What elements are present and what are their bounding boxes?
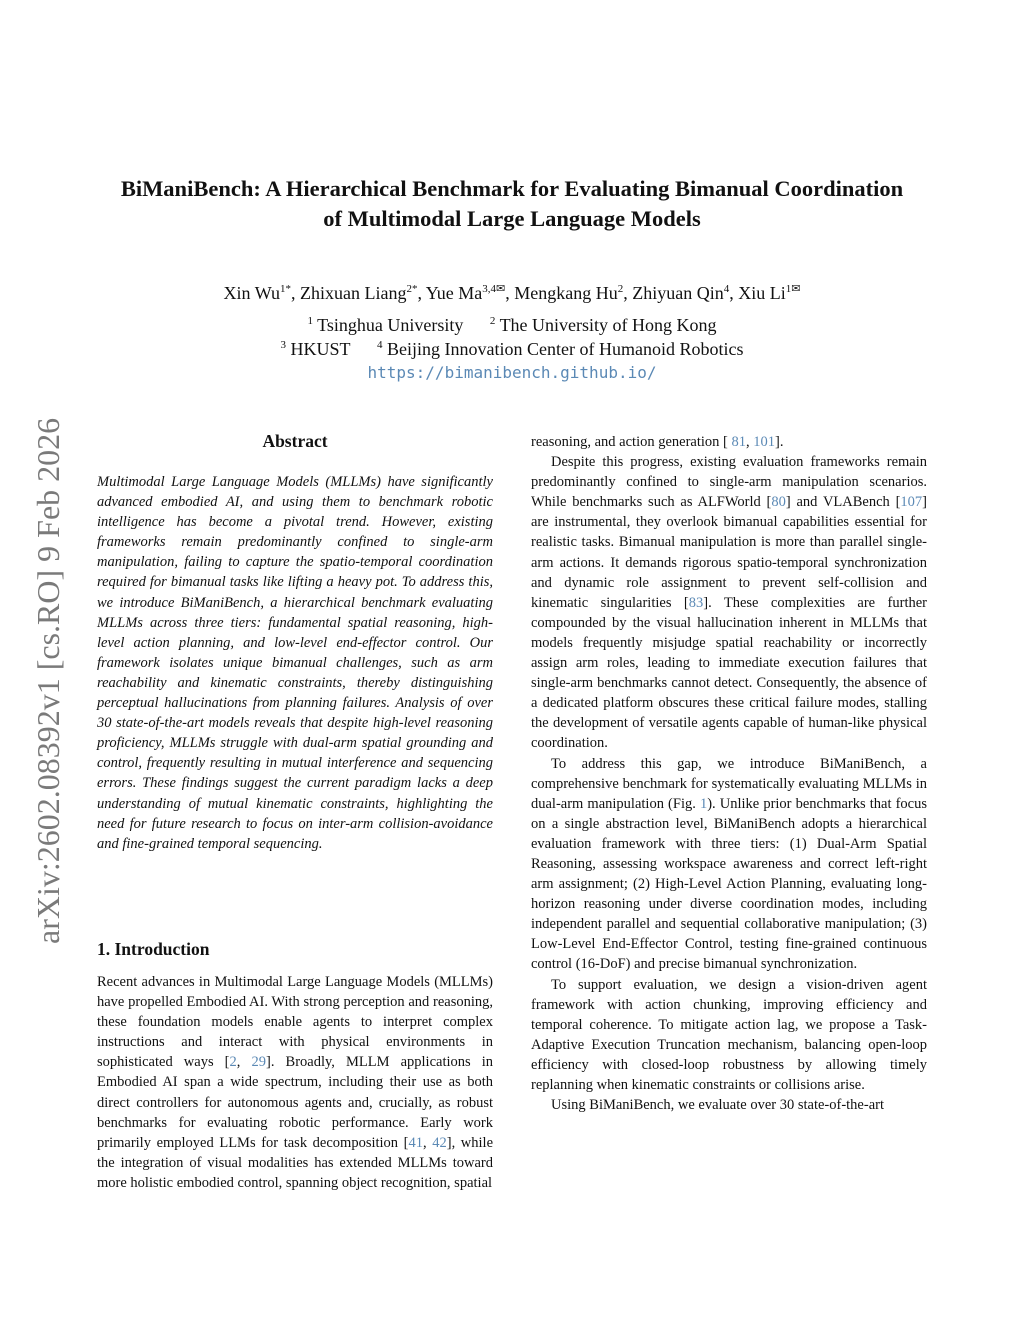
author: Yue Ma [425, 283, 483, 303]
affiliation-num: 1 [307, 315, 313, 327]
abstract-heading: Abstract [262, 431, 328, 451]
author-sup: 4 [723, 283, 730, 295]
author-sup: 2 [617, 283, 624, 295]
text-run: To address this gap, we introduce BiManiBench, a comprehensive benchmark for systematically evaluating MLLMs in dual-arm manipulation (Fig. [531, 755, 927, 812]
author-sup: 1* [279, 283, 291, 295]
abstract-paragraph: Multimodal Large Language Models (MLLMs) have significantly advanced embodied AI, and using them to benchmark robotic intelligence has become a pivotal trend. However, existing frameworks remain predominantly confined to single-arm manipulation, failing to capture the spatio-temporal coordination required for bimanual tasks like lifting a heavy pot. To address this, we introduce BiManiBench, a hierarchical benchmark evaluating MLLMs across three tiers: fundamental spatial reasoning, high-level action planning, and low-level end-effector control. Our framework isolates unique bimanual challenges, such as arm reachability and kinematic constraints, thereby distinguishing perceptual hallucinations from planning failures. Analysis of over 30 state-of-the-art models reveals that despite high-level reasoning proficiency, MLLMs struggle with dual-arm spatial grounding and control, frequently resulting in mutual interference and sequencing errors. These findings suggest the current paradigm lacks a deep understanding of mutual kinematic constraints, highlighting the need for future research to focus on inter-arm collision-avoidance and fine-grained temporal sequencing. [97, 474, 493, 852]
affiliation-num: 3 [280, 339, 287, 351]
intro-paragraph-1-continued: reasoning, and action generation [ 81, 101]. [531, 434, 784, 450]
text-run: ). Unlike prior benchmarks that focus on a single abstraction level, BiManiBench adopts a hierarchical evaluation framework with three tiers: (1) Dual-Arm Spatial Reasoning, assessing workspace awareness and correct left-right arm assignment; (2) High-Level Action Planning, evaluating long-horizon reasoning under diverse coordination modes, including independent parallel and sequential collaborative manipulation; (3) Low-Level End-Effector Control, testing fine-grained continuous control (16-DoF) and precise bimanual synchronization. [531, 795, 928, 973]
author: Zhiyuan Qin [632, 283, 724, 303]
text-run: ] are instrumental, they overlook bimanual capabilities essential for realistic tasks. Bimanual manipulation is more than parallel single-arm actions. It demands rigorous spatio-temporal synchronization and dynamic role assignment to prevent self-collision and kinematic singularities [ [531, 494, 927, 611]
author: Xiu Li [738, 283, 786, 303]
intro-paragraph-1: Recent advances in Multimodal Large Language Models (MLLMs) have propelled Embodied AI. With strong perception and reasoning, these foundation models enable agents to interpret complex instructions and interact with physical environments in sophisticated ways [2, 29]. Broadly, MLLM applications in Embodied AI span a wide spectrum, including their use as both direct controllers for autonomous agents and, crucially, as robust benchmarks for evaluating robotic performance. Early work primarily employed LLMs for task decomposition [41, 42], while the integration of visual modalities has extended MLLMs toward more holistic embodied control, spanning object recognition, spatial [97, 974, 494, 1191]
affiliation-name: Tsinghua University [317, 315, 464, 335]
affiliation-name: HKUST [290, 339, 351, 359]
figure-ref-link[interactable]: 1 [699, 795, 708, 812]
citation-link[interactable]: 101 [753, 434, 776, 450]
intro-paragraph-2 [531, 452, 927, 753]
citation-link[interactable]: 41 [408, 1134, 423, 1151]
intro-paragraph-5: Using BiManiBench, we evaluate over 30 state-of-the-art [551, 1097, 884, 1114]
intro-paragraph-4: To support evaluation, we design a vision-driven agent framework with action chunking, improving efficiency and temporal coherence. To mitigate action lag, we propose a Task-Adaptive Execution Truncation mechanism, balancing open-loop efficiency with closed-loop robustness by allowing timely replanning when kinematic constraints or collisions arise. [531, 976, 927, 1093]
text-run: ]. [775, 434, 784, 450]
section-heading-introduction: 1. Introduction [97, 939, 210, 959]
author-sup: 1✉ [785, 283, 801, 295]
citation-link[interactable]: 107 [900, 494, 923, 511]
author: Zhixuan Liang [299, 283, 407, 303]
citation-link[interactable]: 2 [229, 1054, 237, 1071]
citation-link[interactable]: 42 [432, 1134, 447, 1151]
text-run: ], while the integration of visual modalities has extended MLLMs toward more holistic embodied control, spanning object recognition, spatial [97, 1134, 494, 1191]
text-run: ] and VLABench [ [785, 494, 901, 511]
author: Mengkang Hu [514, 283, 618, 303]
affiliations-line-1 [80, 313, 944, 337]
intro-paragraph-3 [531, 754, 927, 975]
title-line-1: BiManiBench: A Hierarchical Benchmark for Evaluating Bimanual Coordination [120, 176, 904, 201]
arxiv-stamp: arXiv:2602.08392v1 [cs.RO] 9 Feb 2026 [30, 417, 66, 944]
text-run: Recent advances in Multimodal Large Language Models (MLLMs) have propelled Embodied AI. With strong perception and reasoning, these foundation models enable agents to interpret complex instructions and interact with physical environments in sophisticated ways [ [97, 974, 493, 1071]
affiliation-num: 4 [377, 339, 383, 351]
citation-link[interactable]: 81 [731, 434, 747, 450]
right-column [531, 432, 927, 1115]
text-run: ]. Broadly, MLLM applications in Embodied AI span a wide spectrum, including their use as both direct controllers for autonomous agents and, crucially, as robust benchmarks for evaluating robotic performance. Early work primarily employed LLMs for task decomposition [ [97, 1054, 494, 1151]
citation-link[interactable]: 83 [688, 594, 704, 611]
abstract-text [97, 472, 493, 854]
author-sup: 2* [406, 283, 418, 295]
affiliation-num: 2 [489, 315, 496, 327]
text-run-moved: reasoning, and action generation [ [531, 434, 728, 450]
author-sup: 3,4✉ [482, 283, 506, 295]
citation-link[interactable]: 80 [771, 494, 786, 511]
paper-title [80, 174, 944, 234]
text-run: Despite this progress, existing evaluation frameworks remain predominantly confined to single-arm manipulation scenarios. While benchmarks such as ALFWorld [ [531, 454, 927, 511]
affiliations-line-2 [80, 337, 944, 361]
affiliation-name: The University of Hong Kong [499, 315, 717, 335]
citation-link[interactable]: 29 [251, 1054, 266, 1071]
text-run: ]. These complexities are further compounded by the visual hallucination inherent in MLLMs that models frequently misjudge spatial reachability or incorrectly assign arm roles, leading to immediate execution failures that single-arm benchmarks cannot detect. Consequently, the absence of a dedicated platform obscures these critical failure modes, stalling the development of versatile agents capable of human-like physical coordination. [531, 594, 927, 752]
author-list: Xin $Wu^{1*}$, Zhixuan Liang$^{2*}$, Yue $Ma^{3,4✉}$, Mengkang Hu$^2$, Zhiyuan Qin$^4$, Xiu $Li^{1✉}$ [223, 283, 801, 303]
author: Xin Wu [223, 283, 280, 303]
title-line-2: of Multimodal Large Language Models [323, 206, 701, 231]
project-url-link[interactable]: https://bimanibench.github.io/ [367, 363, 657, 382]
affiliation-name: Beijing Innovation Center of Humanoid Robotics [387, 339, 744, 359]
